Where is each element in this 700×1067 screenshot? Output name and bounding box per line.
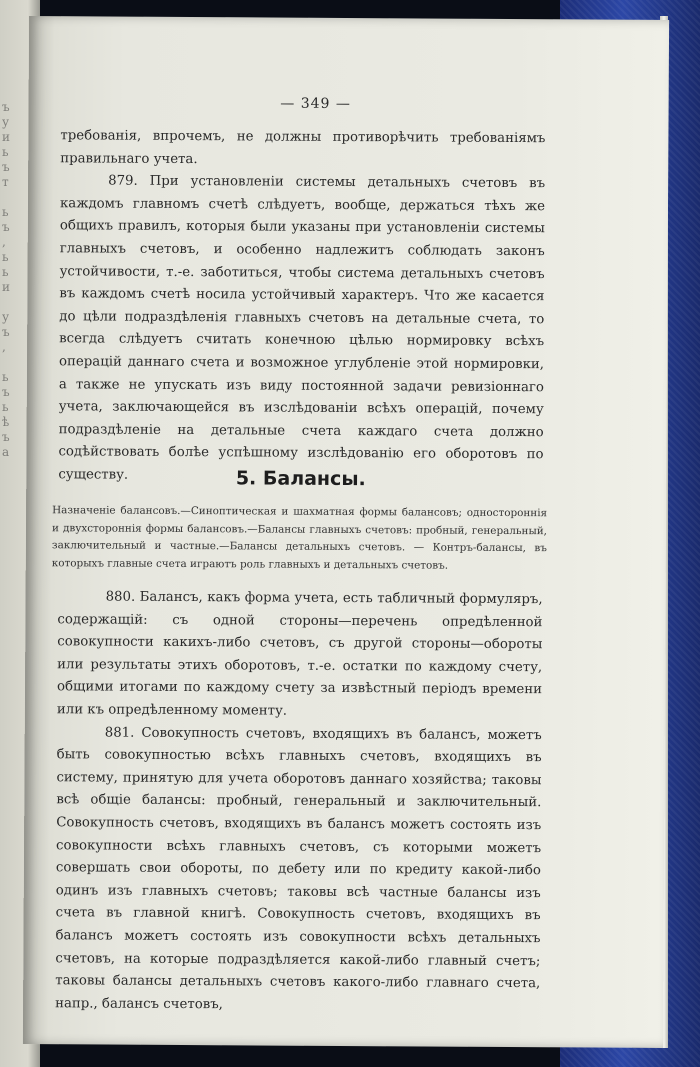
paragraph-879: 879. При установленіи системы детальныхъ счетовъ въ каждомъ главномъ счетѣ слѣдуетъ, вообще, держаться тѣхъ же общихъ правилъ, которыя были указаны при установленіи системы главныхъ счетовъ, и особенно надлежитъ соблюдать законъ устойчивости, т.-е. заботиться, чтобы система детальныхъ счетовъ въ каждомъ счетѣ носила устойчивый характеръ. Что же касается до цѣли подраздѣленія главныхъ счетовъ на детальные счета, то всегда слѣдуетъ считать конечною цѣлью нормировку всѣхъ операцій даннаго счета и возможное углубленіе этой нормировки, а также не упускать изъ виду постоянной задачи ревизіоннаго учета, заключающейся въ изслѣдованіи всѣхъ операцій, почему подраздѣленіе на детальные счета каждаго счета должно содѣйствовать болѣе успѣшному изслѣдованію его оборотовъ по существу. <box>58 173 546 483</box>
text-block-upper <box>58 125 545 489</box>
section-summary: Назначеніе балансовъ.—Синоптическая и шахматная формы балансовъ; одностороннія и двухстороннія формы балансовъ.—Балансы главныхъ счетовъ: пробный, генеральный, заключительный и частные.—Балансы детальныхъ счетовъ. — Контръ-балансы, въ которыхъ главные счета играютъ роль главныхъ и детальныхъ счетовъ. <box>51 504 548 572</box>
paragraph-880: 880. Балансъ, какъ форма учета, есть табличный формуляръ, содержащій: съ одной стороны—перечень опредѣленной совокупности какихъ-либо счетовъ, съ другой стороны—обороты или результаты этихъ оборотовъ, т.-е. остатки по каждому счету, общими итогами по каждому счету за извѣстный періодъ времени или къ опредѣленному моменту. <box>56 589 543 719</box>
page-number: — 349 — <box>280 95 351 113</box>
paragraph-881: 881. Совокупность счетовъ, входящихъ въ балансъ, можетъ быть совокупностью всѣхъ главныхъ счетовъ, входящихъ въ систему, принятую для учета оборотовъ даннаго хозяйства; таковы всѣ общіе балансы: пробный, генеральный и заключительный. Совокупность счетовъ, входящихъ въ балансъ можетъ состоять изъ совокупности всѣхъ главныхъ счетовъ, съ которыми можетъ совершать свои обороты, по дебету или по кредиту какой-либо одинъ изъ главныхъ счетовъ; таковы всѣ частные балансы изъ счета въ главной книгѣ. Совокупность счетовъ, входящихъ въ балансъ можетъ состоять изъ совокупности всѣхъ детальныхъ счетовъ, на которые подраздѣляется какой-либо главный счетъ; таковы балансы детальныхъ счетовъ какого-либо главнаго счета, напр., балансъ счетовъ, <box>55 725 542 1012</box>
intro-paragraph: требованія, впрочемъ, не должны противорѣчить требованіямъ правильнаго учета. <box>60 128 546 167</box>
section-title: 5. Балансы. <box>235 467 366 491</box>
text-block-lower <box>55 586 543 1018</box>
book-page <box>23 16 669 1048</box>
page-content <box>51 16 548 1012</box>
left-page-text-fragments: ъ у и ь ъ т ь ъ , ь ь и у ъ , ь ъ ь ѣ ъ а <box>2 100 10 459</box>
